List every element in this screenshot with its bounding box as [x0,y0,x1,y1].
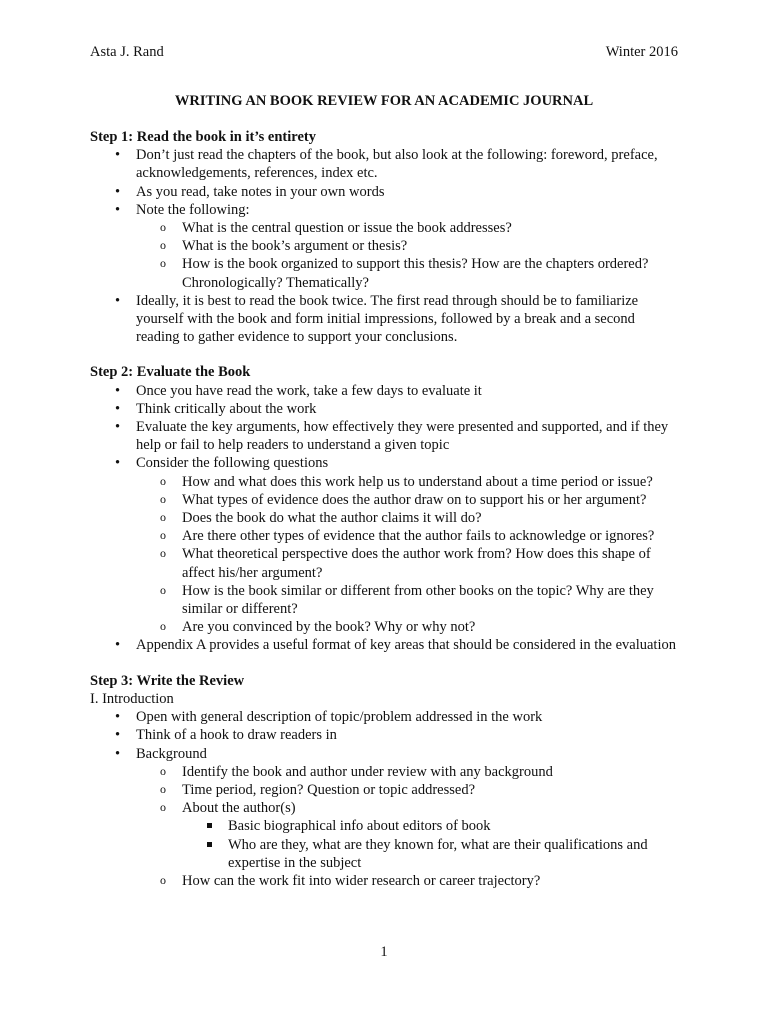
sub-list-item: o How is the book similar or different from other books on the topic? Why are they similar or different? [136,582,680,618]
list-item: • Don’t just read the chapters of the book, but also look at the following: foreword, preface, acknowledgements, references, index etc. [90,146,680,182]
sub-list-item: o How and what does this work help us to understand about a time period or issue? [136,473,680,491]
list-item: • Ideally, it is best to read the book twice. The first read through should be to familiarize yourself with the book and form initial impressions, followed by a break and a second reading to gather evidence to support your conclusions. [90,292,680,347]
list-item: • Evaluate the key arguments, how effectively they were presented and supported, and if they help or fail to help readers to understand a given topic [90,418,680,454]
sub-list-item-text: About the author(s) [182,800,296,817]
step1-heading: Step 1: Read the book in it’s entirety [90,129,316,145]
header-term: Winter 2016 [605,44,678,60]
header-author: Asta J. Rand [90,44,164,60]
list-item: • As you read, take notes in your own words [90,183,680,201]
document-body [90,128,680,890]
sub-list [136,219,680,292]
sub-list-item: o Does the book do what the author claims it will do? [136,509,680,527]
list-item [90,745,680,891]
section-introduction: I. Introduction [90,690,174,707]
list-item [90,201,680,292]
sub-list-item: o What types of evidence does the author draw on to support his or her argument? [136,491,680,509]
step3-heading: Step 3: Write the Review [90,672,245,689]
sub-list-item: o How can the work fit into wider research or career trajectory? [136,872,680,890]
sub-list-item: o Are there other types of evidence that the author fails to acknowledge or ignores? [136,527,680,545]
list-item: • Think critically about the work [90,400,680,418]
step1-list [90,146,680,346]
sub-list-item: o How is the book organized to support this thesis? How are the chapters ordered? Chronologically? Thematically? [136,255,680,291]
page-number: 1 [380,944,388,960]
list-item-text: Note the following: [136,201,250,218]
list-item: • Open with general description of topic/problem addressed in the work [90,708,680,726]
list-item: • Think of a hook to draw readers in [90,726,680,744]
sub-list-item: o Are you convinced by the book? Why or why not? [136,618,680,636]
sub-list [136,763,680,890]
sub-list-item: o What is the central question or issue the book addresses? [136,219,680,237]
list-item: • Once you have read the work, take a few days to evaluate it [90,382,680,400]
sub-list-item [136,799,680,872]
sub-sub-list [182,817,680,872]
page-header [90,44,678,61]
sub-sub-list-item: Who are they, what are they known for, what are their qualifications and expertise in the subject [182,836,680,872]
sub-list-item: o Identify the book and author under review with any background [136,763,680,781]
step2-list [90,382,680,655]
list-item-text: Background [136,745,207,762]
list-item: • Appendix A provides a useful format of key areas that should be considered in the evaluation [90,636,680,654]
list-item [90,454,680,636]
sub-list-item: o Time period, region? Question or topic addressed? [136,781,680,799]
sub-sub-list-item: Basic biographical info about editors of book [182,817,680,835]
sub-list-item: o What theoretical perspective does the author work from? How does this shape of affect his/her argument? [136,545,680,581]
sub-list-item: o What is the book’s argument or thesis? [136,237,680,255]
step2-heading: Step 2: Evaluate the Book [90,364,251,381]
document-title: WRITING AN BOOK REVIEW FOR AN ACADEMIC JOURNAL [174,93,594,109]
list-item-text: Consider the following questions [136,455,329,472]
sub-list [136,473,680,637]
step3-list [90,708,680,890]
